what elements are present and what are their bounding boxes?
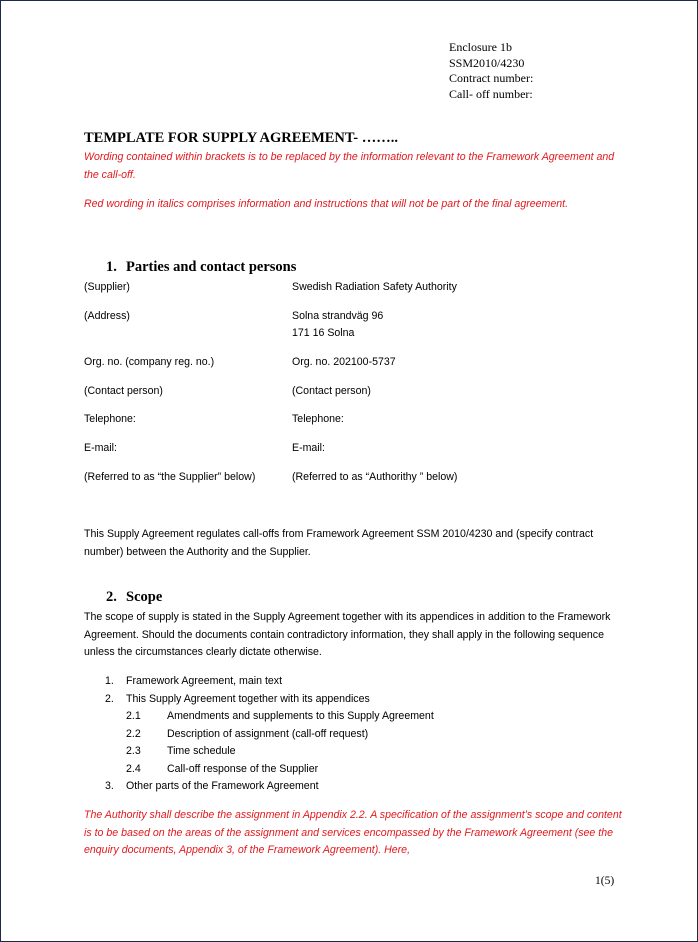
sublist-item-text: Description of assignment (call-off request) bbox=[167, 728, 369, 740]
page-number: 1(5) bbox=[595, 875, 615, 887]
authority-street: Solna strandväg 96 bbox=[292, 310, 384, 322]
sublist-item-text: Amendments and supplements to this Supply Agreement bbox=[167, 710, 434, 722]
supplier-email-label: E-mail: bbox=[84, 442, 117, 454]
list-item-text: This Supply Agreement together with its appendices bbox=[126, 693, 370, 705]
document-title: TEMPLATE FOR SUPPLY AGREEMENT- …….. bbox=[84, 130, 398, 146]
section-2-title: Scope bbox=[126, 589, 163, 605]
sublist-item-number: 2.2 bbox=[126, 728, 141, 740]
section-1-heading bbox=[106, 259, 296, 276]
section-1-number: 1. bbox=[106, 259, 117, 275]
sublist-item-number: 2.4 bbox=[126, 763, 141, 775]
authority-org-no: Org. no. 202100-5737 bbox=[292, 356, 396, 368]
list-item-number: 1. bbox=[105, 675, 114, 687]
section-2-heading bbox=[106, 589, 162, 606]
instruction-note-brackets: Wording contained within brackets is to be replaced by the information relevant to the Framework Agreement and the call-off. bbox=[84, 151, 615, 181]
sublist-item-text: Time schedule bbox=[167, 745, 236, 757]
supplier-label: (Supplier) bbox=[84, 281, 130, 293]
authority-name: Swedish Radiation Safety Authority bbox=[292, 281, 457, 293]
sublist-item-number: 2.3 bbox=[126, 745, 141, 757]
calloff-number-label: Call- off number: bbox=[449, 86, 533, 101]
list-item-number: 3. bbox=[105, 780, 114, 792]
org-no-label: Org. no. (company reg. no.) bbox=[84, 356, 215, 368]
supply-agreement-paragraph: This Supply Agreement regulates call-offs from Framework Agreement SSM 2010/4230 and (specify contract number) between the Authority and the Supplier. bbox=[84, 528, 594, 558]
authority-telephone-label: Telephone: bbox=[292, 413, 344, 425]
list-item-text: Other parts of the Framework Agreement bbox=[126, 780, 319, 792]
authority-postcode: 171 16 Solna bbox=[292, 327, 355, 339]
authority-contact-label: (Contact person) bbox=[292, 385, 371, 397]
assignment-instruction-note: The Authority shall describe the assignment in Appendix 2.2. A specification of the assignment’s scope and content is to be based on the areas of the assignment and services encompassed by the Framework Agreement (see the enquiry documents, Appendix 3, of the Framework Agreement). Here, bbox=[84, 809, 622, 856]
enclosure-label: Enclosure 1b bbox=[449, 40, 512, 54]
scope-paragraph: The scope of supply is stated in the Supply Agreement together with its appendices in addition to the Framework Agreement. Should the documents contain contradictory information, they shall apply in the following sequence unless the circumstances clearly dictate otherwise. bbox=[84, 611, 611, 658]
sublist-item-text: Call-off response of the Supplier bbox=[167, 763, 319, 775]
supplier-reference-note: (Referred to as “the Supplier” below) bbox=[84, 471, 256, 483]
list-item-text: Framework Agreement, main text bbox=[126, 675, 283, 687]
sublist-item-number: 2.1 bbox=[126, 710, 141, 722]
contract-number-label: Contract number: bbox=[449, 71, 534, 85]
document-header bbox=[449, 40, 533, 102]
list-item-number: 2. bbox=[105, 693, 114, 705]
supplier-contact-label: (Contact person) bbox=[84, 385, 163, 397]
authority-reference-note: (Referred to as “Authorithy ” below) bbox=[292, 471, 458, 483]
section-1-title: Parties and contact persons bbox=[126, 259, 297, 275]
section-2-number: 2. bbox=[106, 589, 117, 605]
address-label: (Address) bbox=[84, 310, 130, 322]
reference-number: SSM2010/4230 bbox=[449, 55, 525, 70]
instruction-note-red-wording: Red wording in italics comprises information and instructions that will not be part of the final agreement. bbox=[84, 198, 569, 210]
authority-email-label: E-mail: bbox=[292, 442, 325, 454]
supplier-telephone-label: Telephone: bbox=[84, 413, 136, 425]
